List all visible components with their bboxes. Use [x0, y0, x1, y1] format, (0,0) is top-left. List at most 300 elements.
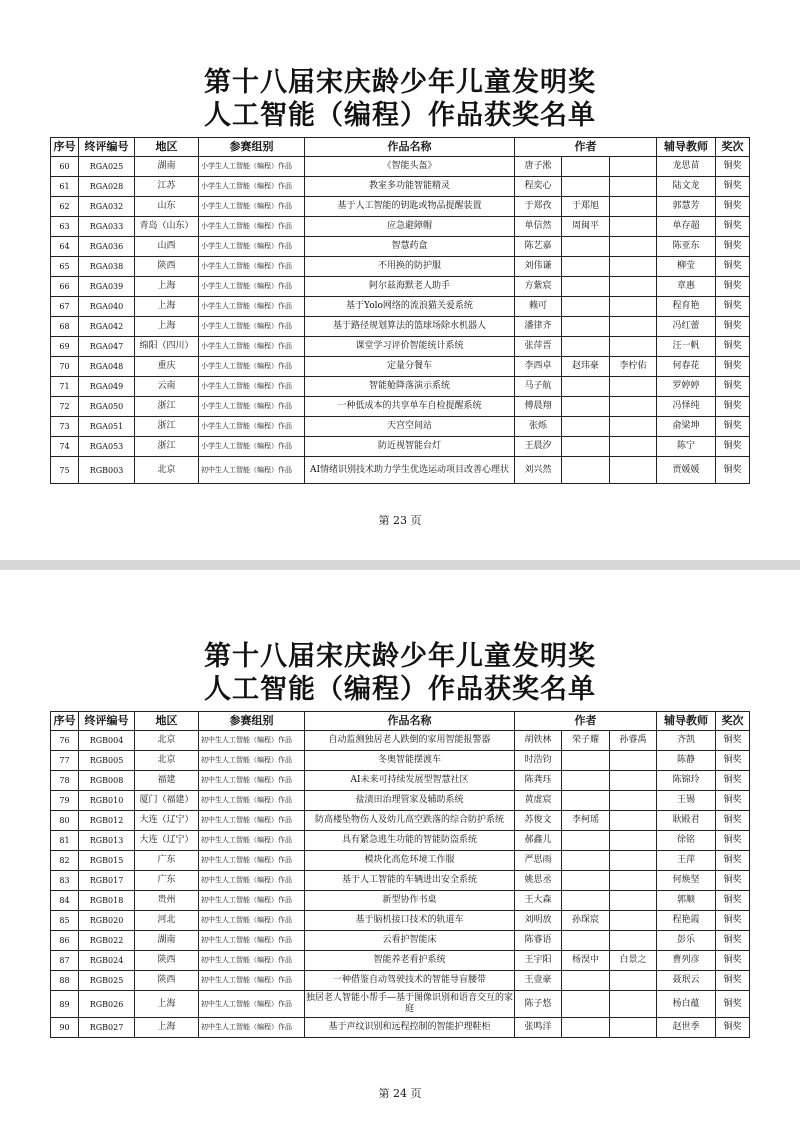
- cell-advisor: 章惠: [657, 277, 716, 297]
- cell-code: RGB013: [79, 831, 135, 851]
- cell-seq: 86: [51, 931, 79, 951]
- cell-award: 铜奖: [716, 751, 750, 771]
- cell-region: 上海: [135, 1018, 199, 1038]
- table-body: [51, 157, 750, 484]
- cell-group: 初中生人工智能（编程）作品: [199, 931, 305, 951]
- table-row: [51, 217, 750, 237]
- awards-table: [50, 711, 750, 1038]
- cell-work: AI情绪识别技术助力学生优选运动项目改善心理状: [305, 457, 515, 484]
- header-region: 地区: [135, 138, 199, 157]
- cell-seq: 85: [51, 911, 79, 931]
- cell-award: 铜奖: [716, 197, 750, 217]
- cell-work: 教室多功能智能精灵: [305, 177, 515, 197]
- cell-seq: 75: [51, 457, 79, 484]
- cell-group: 初中生人工智能（编程）作品: [199, 831, 305, 851]
- cell-author-1: 张萍晋: [515, 337, 562, 357]
- cell-award: 铜奖: [716, 931, 750, 951]
- cell-advisor: 齐凯: [657, 731, 716, 751]
- cell-region: 厦门（福建）: [135, 791, 199, 811]
- cell-advisor: 耿殿君: [657, 811, 716, 831]
- cell-author-2: 赵玮豪: [562, 357, 610, 377]
- cell-region: 上海: [135, 297, 199, 317]
- cell-author-2: [562, 457, 610, 484]
- cell-author-2: 荣子耀: [562, 731, 610, 751]
- cell-group: 小学生人工智能（编程）作品: [199, 237, 305, 257]
- table-row: [51, 811, 750, 831]
- table-row: [51, 317, 750, 337]
- cell-author-2: [562, 991, 610, 1018]
- header-work: 作品名称: [305, 138, 515, 157]
- cell-code: RGA038: [79, 257, 135, 277]
- cell-group: 初中生人工智能（编程）作品: [199, 891, 305, 911]
- cell-group: 小学生人工智能（编程）作品: [199, 337, 305, 357]
- cell-work: 冬奥智能摆渡车: [305, 751, 515, 771]
- table-row: [51, 437, 750, 457]
- cell-seq: 69: [51, 337, 79, 357]
- table-row: [51, 457, 750, 484]
- cell-code: RGA032: [79, 197, 135, 217]
- cell-author-3: [610, 197, 657, 217]
- table-row: [51, 911, 750, 931]
- cell-advisor: 赵世季: [657, 1018, 716, 1038]
- cell-group: 小学生人工智能（编程）作品: [199, 157, 305, 177]
- cell-group: 初中生人工智能（编程）作品: [199, 751, 305, 771]
- cell-advisor: 罗婷婷: [657, 377, 716, 397]
- cell-advisor: 陈锦玲: [657, 771, 716, 791]
- header-award: 奖次: [716, 138, 750, 157]
- cell-work: 智能养老看护系统: [305, 951, 515, 971]
- cell-region: 北京: [135, 457, 199, 484]
- table-row: [51, 831, 750, 851]
- cell-author-2: [562, 237, 610, 257]
- cell-author-2: [562, 337, 610, 357]
- cell-award: 铜奖: [716, 337, 750, 357]
- cell-author-3: [610, 177, 657, 197]
- cell-award: 铜奖: [716, 831, 750, 851]
- cell-award: 铜奖: [716, 457, 750, 484]
- cell-region: 陕西: [135, 257, 199, 277]
- cell-code: RGA025: [79, 157, 135, 177]
- cell-author-1: 单信然: [515, 217, 562, 237]
- cell-region: 山西: [135, 237, 199, 257]
- cell-award: 铜奖: [716, 237, 750, 257]
- cell-author-1: 王大森: [515, 891, 562, 911]
- cell-author-3: [610, 337, 657, 357]
- cell-author-2: [562, 257, 610, 277]
- cell-seq: 88: [51, 971, 79, 991]
- cell-author-1: 唐子淞: [515, 157, 562, 177]
- table-row: [51, 197, 750, 217]
- cell-author-1: 姚思丞: [515, 871, 562, 891]
- cell-author-3: [610, 217, 657, 237]
- cell-seq: 73: [51, 417, 79, 437]
- cell-award: 铜奖: [716, 157, 750, 177]
- cell-advisor: 聂珉云: [657, 971, 716, 991]
- cell-author-2: [562, 931, 610, 951]
- cell-award: 铜奖: [716, 891, 750, 911]
- cell-code: RGA050: [79, 397, 135, 417]
- cell-award: 铜奖: [716, 971, 750, 991]
- cell-work: 智能舱降落演示系统: [305, 377, 515, 397]
- header-award: 奖次: [716, 712, 750, 731]
- cell-award: 铜奖: [716, 357, 750, 377]
- cell-seq: 64: [51, 237, 79, 257]
- cell-author-1: 郝鑫儿: [515, 831, 562, 851]
- cell-award: 铜奖: [716, 791, 750, 811]
- cell-author-3: [610, 397, 657, 417]
- cell-advisor: 何焕坚: [657, 871, 716, 891]
- cell-region: 江苏: [135, 177, 199, 197]
- cell-group: 初中生人工智能（编程）作品: [199, 731, 305, 751]
- cell-seq: 89: [51, 991, 79, 1018]
- cell-award: 铜奖: [716, 871, 750, 891]
- cell-author-3: [610, 791, 657, 811]
- cell-work: 基于Yolo网络的流浪猫关爱系统: [305, 297, 515, 317]
- cell-work: 云看护智能床: [305, 931, 515, 951]
- cell-author-2: [562, 177, 610, 197]
- cell-award: 铜奖: [716, 257, 750, 277]
- cell-author-1: 严思雨: [515, 851, 562, 871]
- cell-region: 浙江: [135, 417, 199, 437]
- cell-work: 新型协作书桌: [305, 891, 515, 911]
- table-row: [51, 951, 750, 971]
- table-row: [51, 157, 750, 177]
- cell-advisor: 龙思苗: [657, 157, 716, 177]
- cell-seq: 65: [51, 257, 79, 277]
- cell-author-1: 赖可: [515, 297, 562, 317]
- cell-author-1: 黄虚宸: [515, 791, 562, 811]
- cell-advisor: 王萍: [657, 851, 716, 871]
- cell-work: 模块化高危环境工作服: [305, 851, 515, 871]
- cell-author-1: 王宇阳: [515, 951, 562, 971]
- cell-seq: 77: [51, 751, 79, 771]
- cell-award: 铜奖: [716, 377, 750, 397]
- cell-author-1: 方紫宸: [515, 277, 562, 297]
- table-row: [51, 971, 750, 991]
- cell-work: 定量分餐车: [305, 357, 515, 377]
- cell-work: 智慧药盒: [305, 237, 515, 257]
- cell-award: 铜奖: [716, 317, 750, 337]
- cell-author-3: 孙睿禹: [610, 731, 657, 751]
- cell-author-1: 潘律齐: [515, 317, 562, 337]
- cell-author-2: [562, 751, 610, 771]
- table-body: [51, 731, 750, 1038]
- cell-code: RGB025: [79, 971, 135, 991]
- cell-group: 小学生人工智能（编程）作品: [199, 257, 305, 277]
- cell-group: 初中生人工智能（编程）作品: [199, 457, 305, 484]
- cell-seq: 82: [51, 851, 79, 871]
- cell-group: 小学生人工智能（编程）作品: [199, 277, 305, 297]
- cell-code: RGB003: [79, 457, 135, 484]
- cell-author-3: [610, 911, 657, 931]
- cell-work: 防近视智能台灯: [305, 437, 515, 457]
- cell-author-1: 陈子悠: [515, 991, 562, 1018]
- document-title: 第十八届宋庆龄少年儿童发明奖: [204, 641, 596, 672]
- cell-seq: 71: [51, 377, 79, 397]
- cell-seq: 67: [51, 297, 79, 317]
- cell-group: 小学生人工智能（编程）作品: [199, 317, 305, 337]
- cell-code: RGB027: [79, 1018, 135, 1038]
- cell-author-1: 刘兴然: [515, 457, 562, 484]
- cell-work: 阿尔兹海默老人助手: [305, 277, 515, 297]
- table-row: [51, 931, 750, 951]
- cell-author-3: [610, 157, 657, 177]
- document-subtitle: 人工智能（编程）作品获奖名单: [204, 674, 596, 705]
- table-row: [51, 397, 750, 417]
- cell-region: 上海: [135, 277, 199, 297]
- cell-seq: 76: [51, 731, 79, 751]
- cell-author-3: [610, 891, 657, 911]
- cell-region: 云南: [135, 377, 199, 397]
- cell-award: 铜奖: [716, 217, 750, 237]
- cell-seq: 87: [51, 951, 79, 971]
- cell-work: 基于脑机接口技术的轨道车: [305, 911, 515, 931]
- cell-author-3: [610, 297, 657, 317]
- cell-seq: 79: [51, 791, 79, 811]
- cell-seq: 62: [51, 197, 79, 217]
- cell-author-1: 苏俊文: [515, 811, 562, 831]
- cell-code: RGA042: [79, 317, 135, 337]
- cell-author-3: [610, 377, 657, 397]
- cell-author-2: [562, 297, 610, 317]
- cell-region: 福建: [135, 771, 199, 791]
- cell-author-3: [610, 931, 657, 951]
- cell-author-2: [562, 871, 610, 891]
- table-row: [51, 771, 750, 791]
- header-seq: 序号: [51, 138, 79, 157]
- cell-author-3: [610, 811, 657, 831]
- cell-author-3: [610, 871, 657, 891]
- cell-group: 初中生人工智能（编程）作品: [199, 971, 305, 991]
- cell-author-3: [610, 971, 657, 991]
- table-row: [51, 377, 750, 397]
- cell-author-3: [610, 831, 657, 851]
- cell-advisor: 郭顺: [657, 891, 716, 911]
- cell-code: RGB024: [79, 951, 135, 971]
- cell-region: 广东: [135, 871, 199, 891]
- cell-advisor: 杨白蕴: [657, 991, 716, 1018]
- cell-advisor: 单存超: [657, 217, 716, 237]
- cell-work: 独居老人智能小帮手—基于图像识别和语音交互的家庭: [305, 991, 515, 1018]
- cell-award: 铜奖: [716, 851, 750, 871]
- cell-author-2: [562, 831, 610, 851]
- cell-region: 广东: [135, 851, 199, 871]
- cell-group: 初中生人工智能（编程）作品: [199, 991, 305, 1018]
- cell-advisor: 陈宁: [657, 437, 716, 457]
- cell-author-1: 程奕心: [515, 177, 562, 197]
- cell-author-3: [610, 437, 657, 457]
- cell-region: 陕西: [135, 951, 199, 971]
- cell-author-2: 周闽平: [562, 217, 610, 237]
- cell-award: 铜奖: [716, 277, 750, 297]
- document-page-24: [0, 570, 800, 1130]
- cell-seq: 66: [51, 277, 79, 297]
- cell-author-2: [562, 437, 610, 457]
- header-group: 参赛组别: [199, 138, 305, 157]
- cell-author-1: 张鸣洋: [515, 1018, 562, 1038]
- cell-group: 小学生人工智能（编程）作品: [199, 197, 305, 217]
- table-row: [51, 1018, 750, 1038]
- cell-author-2: [562, 771, 610, 791]
- cell-region: 北京: [135, 751, 199, 771]
- cell-author-1: 傅晨翔: [515, 397, 562, 417]
- cell-code: RGA036: [79, 237, 135, 257]
- cell-region: 贵州: [135, 891, 199, 911]
- cell-author-1: 李西卓: [515, 357, 562, 377]
- cell-work: 具有紧急逃生功能的智能防盗系统: [305, 831, 515, 851]
- table-header-row: [51, 138, 750, 157]
- cell-author-1: 陈睿语: [515, 931, 562, 951]
- cell-author-2: [562, 377, 610, 397]
- table-row: [51, 257, 750, 277]
- table-header-row: [51, 712, 750, 731]
- header-group: 参赛组别: [199, 712, 305, 731]
- cell-advisor: 程育艳: [657, 297, 716, 317]
- cell-author-3: 李柠佑: [610, 357, 657, 377]
- cell-code: RGB026: [79, 991, 135, 1018]
- cell-region: 重庆: [135, 357, 199, 377]
- cell-group: 小学生人工智能（编程）作品: [199, 377, 305, 397]
- cell-author-2: [562, 971, 610, 991]
- table-row: [51, 751, 750, 771]
- cell-code: RGA047: [79, 337, 135, 357]
- cell-group: 小学生人工智能（编程）作品: [199, 437, 305, 457]
- cell-seq: 68: [51, 317, 79, 337]
- cell-advisor: 柳莹: [657, 257, 716, 277]
- header-seq: 序号: [51, 712, 79, 731]
- cell-award: 铜奖: [716, 991, 750, 1018]
- cell-seq: 72: [51, 397, 79, 417]
- cell-code: RGA049: [79, 377, 135, 397]
- cell-author-3: [610, 751, 657, 771]
- header-advisor: 辅导教师: [657, 712, 716, 731]
- cell-code: RGA040: [79, 297, 135, 317]
- cell-region: 上海: [135, 317, 199, 337]
- cell-award: 铜奖: [716, 951, 750, 971]
- cell-group: 小学生人工智能（编程）作品: [199, 397, 305, 417]
- cell-group: 小学生人工智能（编程）作品: [199, 297, 305, 317]
- cell-author-2: 李柯瑶: [562, 811, 610, 831]
- cell-author-1: 胡铁林: [515, 731, 562, 751]
- cell-code: RGB005: [79, 751, 135, 771]
- cell-author-1: 陈艺嘉: [515, 237, 562, 257]
- cell-region: 湖南: [135, 157, 199, 177]
- table-row: [51, 991, 750, 1018]
- cell-work: 天宫空间站: [305, 417, 515, 437]
- cell-seq: 81: [51, 831, 79, 851]
- table-row: [51, 237, 750, 257]
- cell-group: 小学生人工智能（编程）作品: [199, 417, 305, 437]
- document-subtitle: 人工智能（编程）作品获奖名单: [204, 100, 596, 131]
- cell-award: 铜奖: [716, 417, 750, 437]
- cell-author-2: [562, 891, 610, 911]
- cell-author-2: [562, 397, 610, 417]
- cell-group: 初中生人工智能（编程）作品: [199, 811, 305, 831]
- cell-group: 初中生人工智能（编程）作品: [199, 911, 305, 931]
- cell-code: RGA028: [79, 177, 135, 197]
- cell-code: RGA039: [79, 277, 135, 297]
- cell-seq: 61: [51, 177, 79, 197]
- cell-code: RGA053: [79, 437, 135, 457]
- table-row: [51, 337, 750, 357]
- cell-region: 浙江: [135, 397, 199, 417]
- cell-author-2: [562, 1018, 610, 1038]
- cell-region: 大连（辽宁）: [135, 811, 199, 831]
- cell-advisor: 陈静: [657, 751, 716, 771]
- cell-author-3: [610, 457, 657, 484]
- cell-code: RGB015: [79, 851, 135, 871]
- cell-advisor: 冯怿纯: [657, 397, 716, 417]
- cell-author-1: 刘明放: [515, 911, 562, 931]
- cell-code: RGB022: [79, 931, 135, 951]
- table-row: [51, 851, 750, 871]
- cell-author-3: [610, 257, 657, 277]
- cell-author-2: [562, 417, 610, 437]
- cell-region: 浙江: [135, 437, 199, 457]
- cell-work: 课堂学习评价智能统计系统: [305, 337, 515, 357]
- cell-award: 铜奖: [716, 811, 750, 831]
- cell-work: 自动监测独居老人跌倒的家用智能报警器: [305, 731, 515, 751]
- cell-advisor: 汪一帆: [657, 337, 716, 357]
- cell-author-2: 杨淏中: [562, 951, 610, 971]
- cell-seq: 80: [51, 811, 79, 831]
- cell-group: 初中生人工智能（编程）作品: [199, 871, 305, 891]
- cell-advisor: 冯红蕾: [657, 317, 716, 337]
- cell-work: 基于人工智能的车辆进出安全系统: [305, 871, 515, 891]
- cell-advisor: 郭慧芳: [657, 197, 716, 217]
- cell-code: RGA051: [79, 417, 135, 437]
- cell-work: 基于路径规划算法的篮球场除水机器人: [305, 317, 515, 337]
- table-row: [51, 277, 750, 297]
- cell-author-3: 白景之: [610, 951, 657, 971]
- cell-work: 基于人工智能的钥匙或物品提醒装置: [305, 197, 515, 217]
- cell-author-3: [610, 237, 657, 257]
- table-row: [51, 177, 750, 197]
- cell-author-2: [562, 791, 610, 811]
- cell-group: 小学生人工智能（编程）作品: [199, 177, 305, 197]
- cell-region: 上海: [135, 991, 199, 1018]
- cell-code: RGA048: [79, 357, 135, 377]
- cell-work: 基于声纹识别和远程控制的智能护理鞋柜: [305, 1018, 515, 1038]
- page-number: 第 23 页: [378, 514, 422, 527]
- cell-author-3: [610, 991, 657, 1018]
- cell-region: 大连（辽宁）: [135, 831, 199, 851]
- cell-group: 初中生人工智能（编程）作品: [199, 951, 305, 971]
- cell-author-1: 张烁: [515, 417, 562, 437]
- cell-code: RGA033: [79, 217, 135, 237]
- cell-code: RGB017: [79, 871, 135, 891]
- header-authors: 作者: [515, 138, 657, 157]
- table-row: [51, 357, 750, 377]
- cell-seq: 90: [51, 1018, 79, 1038]
- table-row: [51, 871, 750, 891]
- cell-award: 铜奖: [716, 1018, 750, 1038]
- cell-region: 河北: [135, 911, 199, 931]
- table-row: [51, 417, 750, 437]
- cell-work: 《智能头盔》: [305, 157, 515, 177]
- cell-advisor: 陈亚东: [657, 237, 716, 257]
- table-row: [51, 731, 750, 751]
- cell-author-1: 刘伟谦: [515, 257, 562, 277]
- cell-work: 防高楼坠物伤人及幼儿高空跌落的综合防护系统: [305, 811, 515, 831]
- cell-author-3: [610, 317, 657, 337]
- cell-seq: 60: [51, 157, 79, 177]
- cell-award: 铜奖: [716, 297, 750, 317]
- table-row: [51, 791, 750, 811]
- cell-author-1: 时浩钧: [515, 751, 562, 771]
- cell-code: RGB010: [79, 791, 135, 811]
- cell-region: 陕西: [135, 971, 199, 991]
